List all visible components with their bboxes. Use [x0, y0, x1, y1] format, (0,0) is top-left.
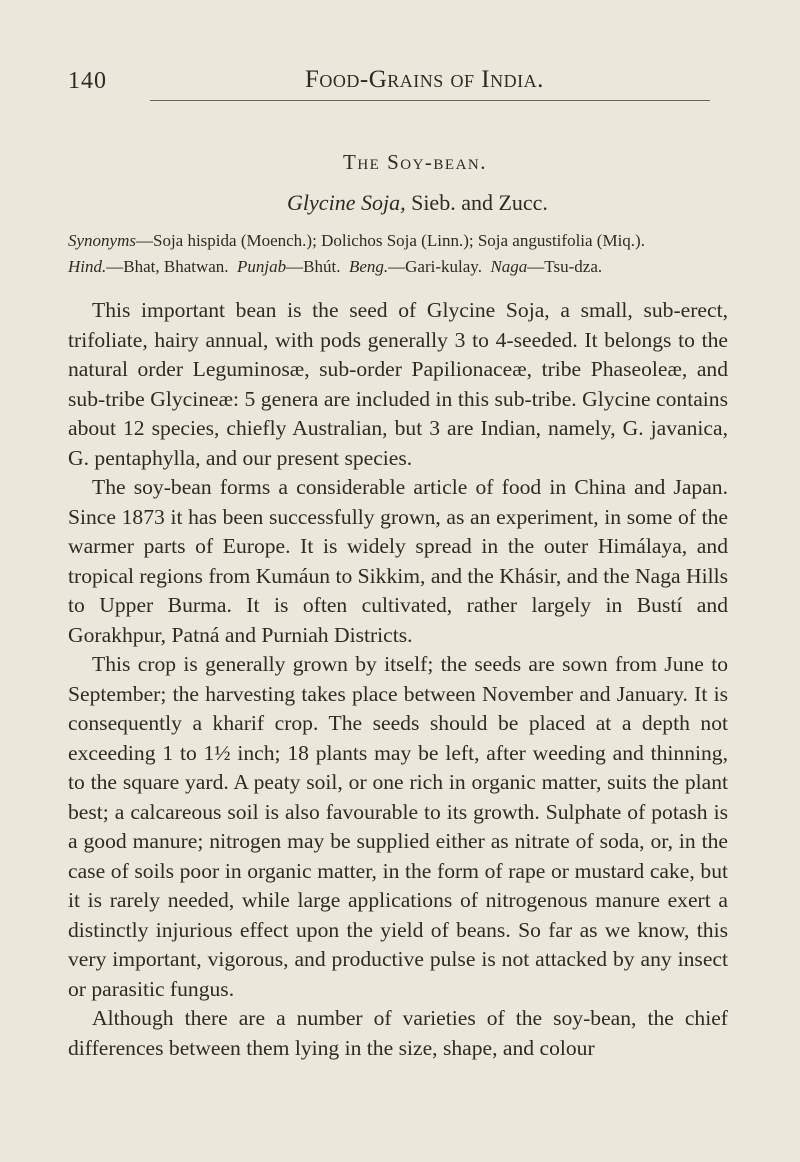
hind-label: Hind. — [68, 257, 107, 276]
section-title: The Soy-bean. — [343, 150, 487, 174]
synonyms-text: —Soja hispida (Moench.); Dolichos Soja (Linn.); Soja angustifolia (Miq.). — [135, 231, 645, 250]
header-rule — [150, 100, 710, 101]
beng-text: —Gari-kulay. — [388, 257, 482, 276]
species-name: Glycine Soja, — [287, 190, 406, 215]
synonyms-line-1 — [68, 228, 728, 254]
synonyms-label: Synonyms — [68, 231, 136, 250]
naga-label: Naga — [490, 257, 528, 276]
body-text — [68, 296, 728, 1063]
naga-text: —Tsu-dza. — [527, 257, 603, 276]
running-title: Food-Grains of India. — [305, 66, 544, 93]
page-number: 140 — [68, 68, 107, 94]
punjab-label: Punjab — [237, 257, 287, 276]
beng-label: Beng. — [348, 257, 389, 276]
hind-text: —Bhat, Bhatwan. — [106, 257, 229, 276]
punjab-text: —Bhút. — [286, 257, 341, 276]
species-line — [0, 190, 800, 216]
paragraph: This crop is generally grown by itself; the seeds are sown from June to September; the harvesting takes place between November and January. It is consequently a kharif crop. The seeds should be placed at a depth not exceeding 1 to 1½ inch; 18 plants may be left, after weeding and thinning, to the square yard. A peaty soil, or one rich in organic matter, suits the plant best; a calcareous soil is also favourable to its growth. Sulphate of potash is a good manure; nitrogen may be supplied either as nitrate of soda, or, in the case of soils poor in organic matter, in the form of rape or mustard cake, but it is rarely needed, while large applications of nitrogenous manure exert a distinctly injurious effect upon the yield of beans. So far as we know, this very important, vigorous, and productive pulse is not attacked by any insect or parasitic fungus. — [68, 652, 728, 1001]
synonyms-line-2 — [68, 254, 728, 280]
paragraph: Although there are a number of varieties of the soy-bean, the chief differences between them lying in the size, shape, and colour — [68, 1006, 728, 1060]
synonyms-block — [68, 228, 728, 280]
paragraph: This important bean is the seed of Glycine Soja, a small, sub-erect, trifoliate, hairy annual, with pods generally 3 to 4-seeded. It belongs to the natural order Leguminosæ, sub-order Papilionaceæ, tribe Phaseoleæ, and sub-tribe Glycineæ: 5 genera are included in this sub-tribe. Glycine contains about 12 species, chiefly Australian, but 3 are Indian, namely, G. javanica, G. pentaphylla, and our present species. — [68, 298, 728, 470]
paragraph: The soy-bean forms a considerable article of food in China and Japan. Since 1873 it has been successfully grown, as an experiment, in some of the warmer parts of Europe. It is widely spread in the outer Himálaya, and tropical regions from Kumáun to Sikkim, and the Khásir, and the Naga Hills to Upper Burma. It is often cultivated, rather largely in Bustí and Gorakhpur, Patná and Purniah Districts. — [68, 475, 729, 647]
species-authority: Sieb. and Zucc. — [411, 190, 548, 215]
